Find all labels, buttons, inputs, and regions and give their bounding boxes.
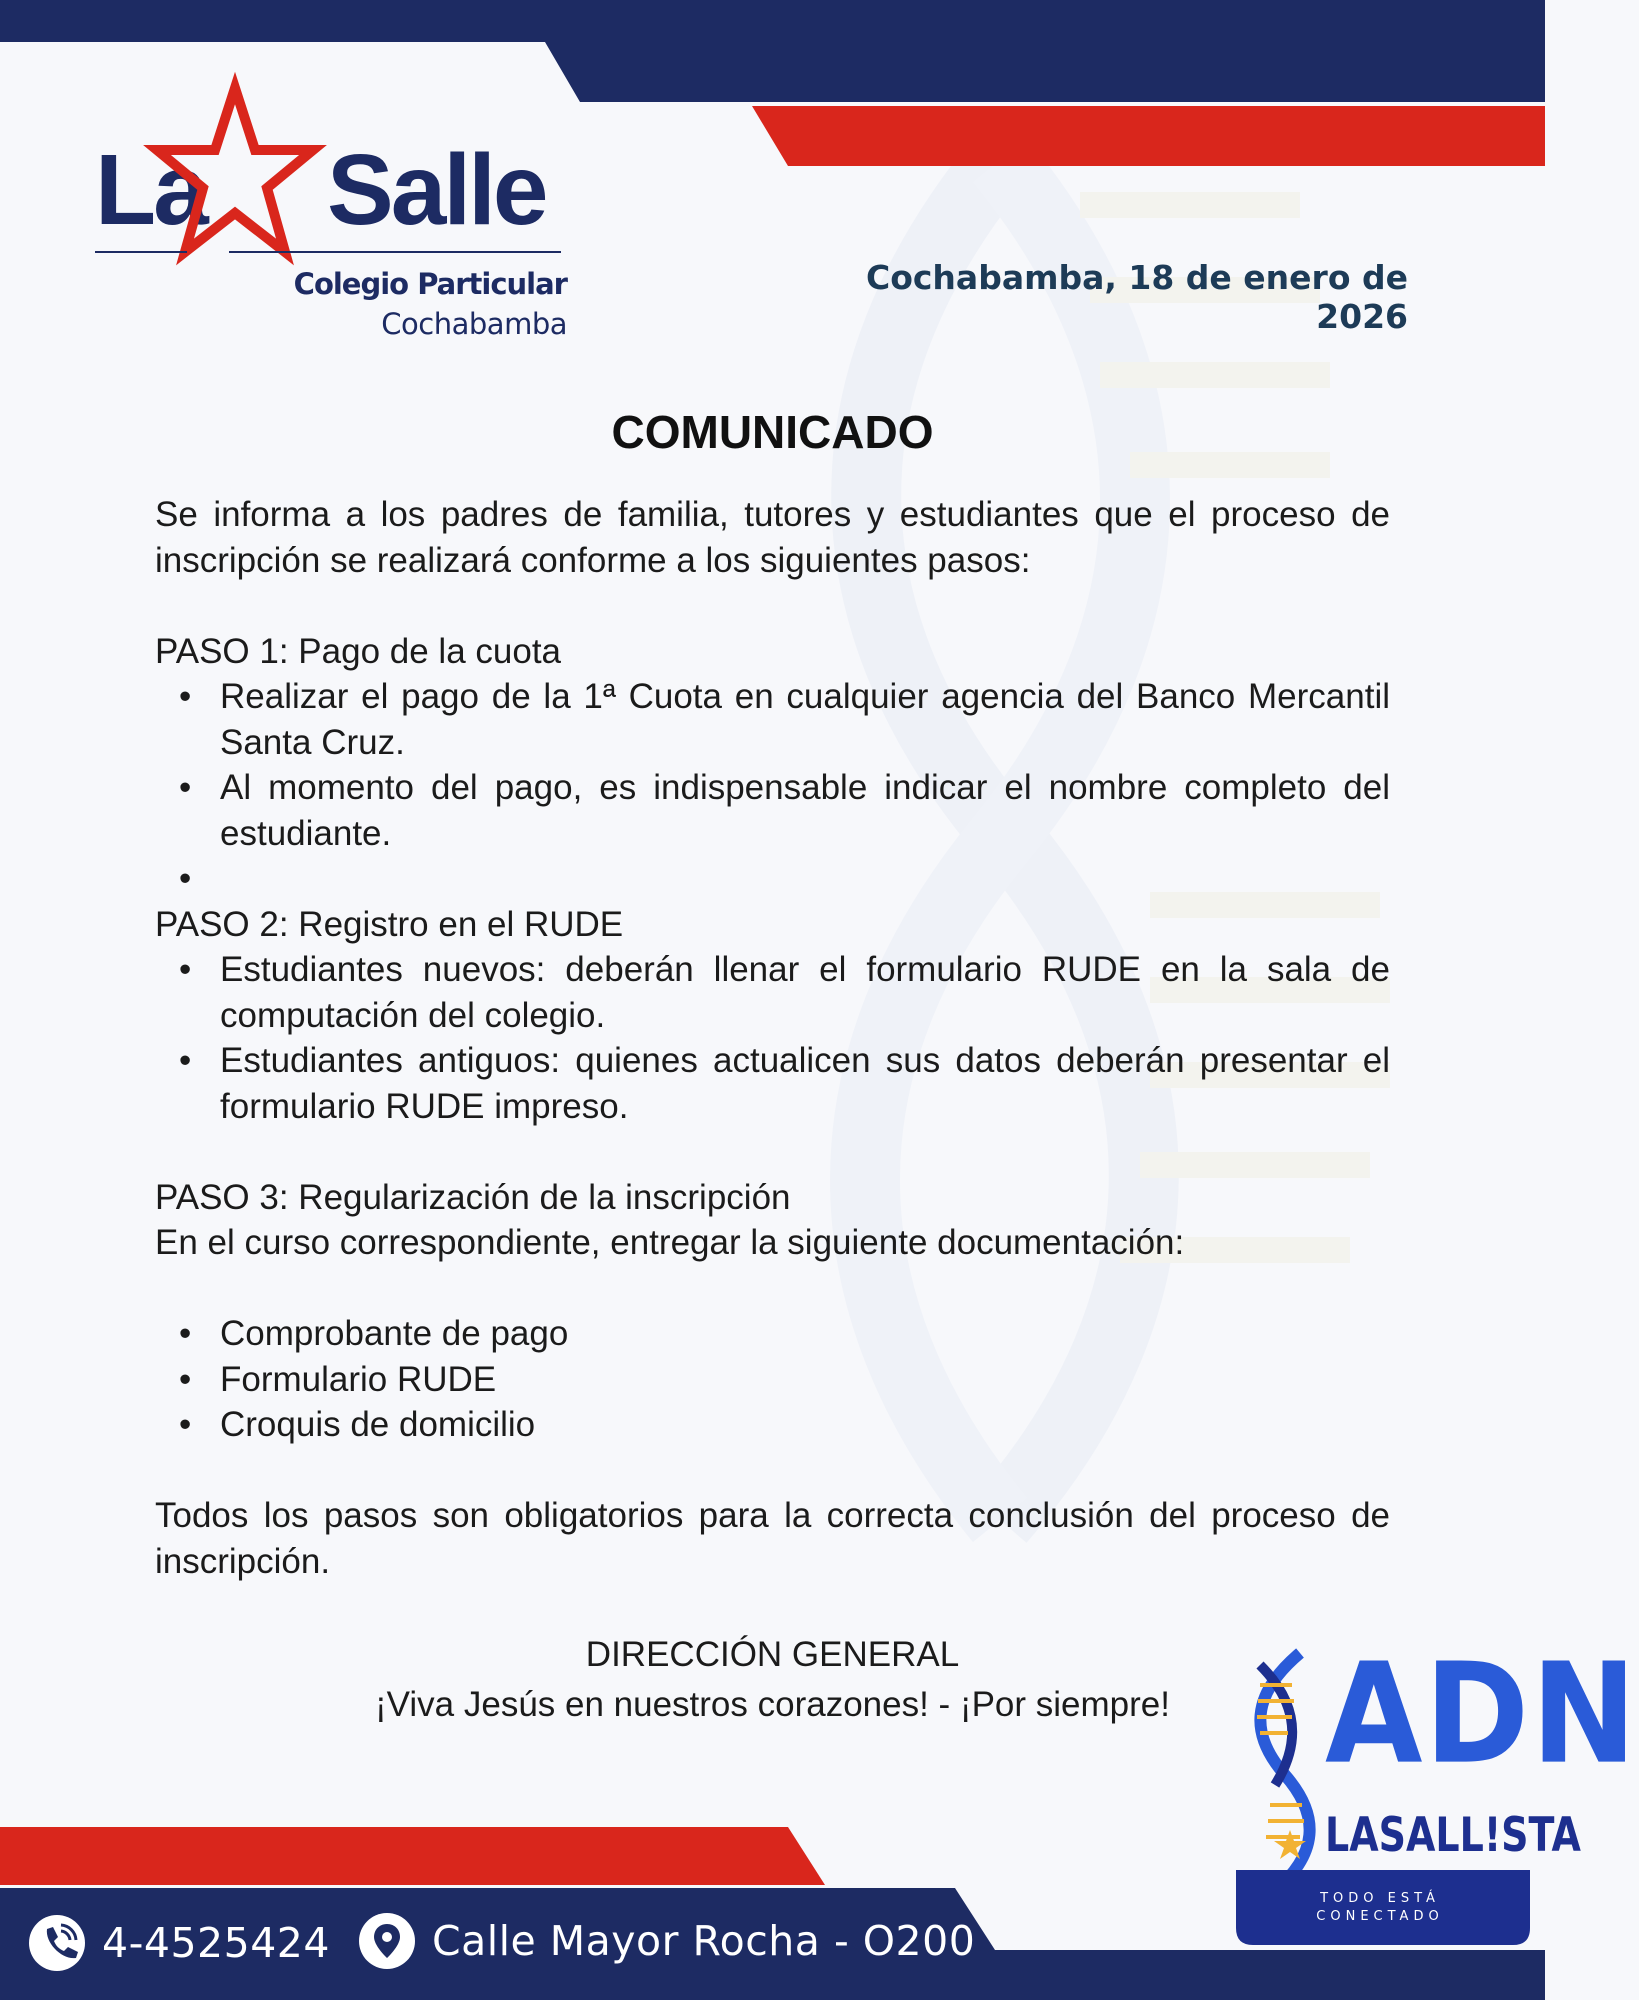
list-item: • Comprobante de pago: [155, 1311, 1390, 1357]
step2-list: [155, 947, 1390, 1129]
la-salle-logo: [95, 80, 575, 340]
spacer: [155, 1266, 1390, 1312]
badge-tagline: [1230, 1890, 1530, 1926]
logo-divider-right: [229, 251, 561, 253]
star-icon: [155, 80, 315, 260]
adn-lasallista-badge: [1230, 1632, 1639, 1945]
page-title: COMUNICADO: [611, 406, 934, 458]
list-item: • Formulario RUDE: [155, 1357, 1390, 1403]
date-line: Cochabamba, 18 de enero de 2026: [865, 258, 1408, 336]
phone-number: 4-4525424: [102, 1919, 330, 1967]
step1-heading: PASO 1: Pago de la cuota: [155, 631, 562, 671]
closing-paragraph: Todos los pasos son obligatorios para la correcta conclusión del proceso de inscripción.: [155, 1496, 1390, 1581]
signature-motto: ¡Viva Jesús en nuestros corazones! - ¡Por siempre!: [375, 1685, 1170, 1724]
intro-paragraph: Se informa a los padres de familia, tutores y estudiantes que el proceso de inscripción se realizará conforme a los siguientes pasos:: [155, 495, 1390, 580]
document-body: [155, 492, 1390, 1584]
phone-icon: [28, 1914, 86, 1972]
footer-phone: [28, 1913, 330, 1973]
bottom-red-band: [0, 1827, 825, 1885]
list-item: • Estudiantes antiguos: quienes actualicen sus datos deberán presentar el formulario RUDE impreso.: [155, 1038, 1390, 1129]
spacer: [155, 1448, 1390, 1494]
spacer: [155, 1129, 1390, 1175]
step2-heading: PASO 2: Registro en el RUDE: [155, 904, 624, 944]
step3-heading: PASO 3: Regularización de la inscripción: [155, 1177, 791, 1217]
top-red-band: [752, 106, 1545, 166]
logo-subtitle: Colegio Particular: [293, 267, 567, 301]
footer-address: [358, 1911, 975, 1971]
logo-divider-left: [95, 251, 187, 253]
badge-lasallista: LASALL!STA: [1325, 1807, 1581, 1862]
step1-list: [155, 674, 1390, 902]
badge-adn: ADN: [1325, 1632, 1639, 1795]
signature-office: DIRECCIÓN GENERAL: [585, 1635, 960, 1674]
list-item: • Estudiantes nuevos: deberán llenar el formulario RUDE en la sala de computación del colegio.: [155, 947, 1390, 1038]
address-text: Calle Mayor Rocha - O200: [432, 1917, 976, 1965]
list-item: • Realizar el pago de la 1ª Cuota en cualquier agencia del Banco Mercantil Santa Cruz.: [155, 674, 1390, 765]
list-item: [155, 856, 1390, 902]
location-pin-icon: [358, 1912, 416, 1970]
logo-word-salle: Salle: [327, 134, 546, 246]
logo-city: Cochabamba: [381, 307, 567, 341]
step3-text: En el curso correspondiente, entregar la siguiente documentación:: [155, 1223, 1185, 1262]
step3-list: [155, 1311, 1390, 1448]
badge-tagline-2: CONECTADO: [1316, 1909, 1444, 1924]
spacer: [155, 583, 1390, 629]
logo-word-la: La: [95, 134, 206, 246]
badge-tagline-1: TODO ESTÁ: [1320, 1891, 1440, 1906]
list-item: • Al momento del pago, es indispensable indicar el nombre completo del estudiante.: [155, 765, 1390, 856]
list-item: • Croquis de domicilio: [155, 1402, 1390, 1448]
